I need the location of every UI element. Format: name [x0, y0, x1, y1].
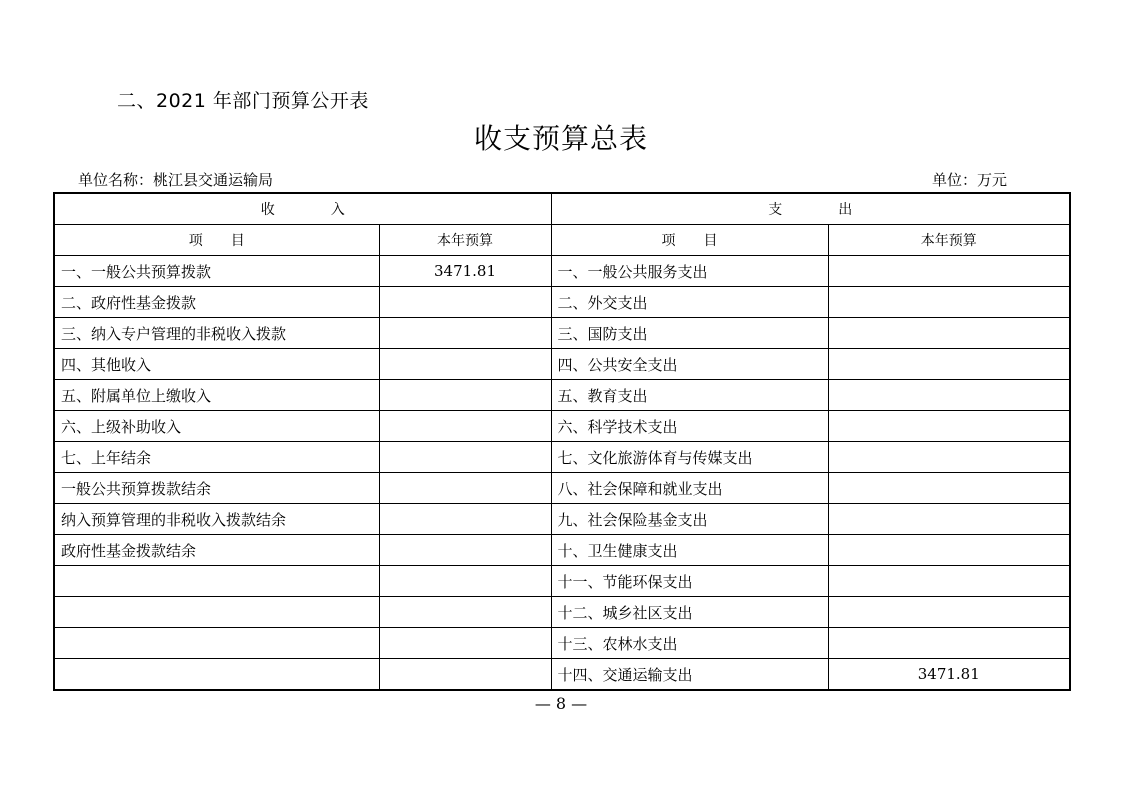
table-row: [54, 628, 1070, 659]
table-row: [54, 535, 1070, 566]
income-budget-cell: [379, 380, 551, 411]
expense-budget-cell: [828, 349, 1070, 380]
table-row: [54, 256, 1070, 287]
income-budget-cell: [379, 411, 551, 442]
table-row: [54, 597, 1070, 628]
income-budget-cell: [379, 535, 551, 566]
income-budget-cell: [379, 659, 551, 691]
table-row: [54, 566, 1070, 597]
expense-budget-cell: [828, 318, 1070, 349]
expense-budget-cell: 3471.81: [828, 659, 1070, 691]
expense-item-cell: 十二、城乡社区支出: [551, 597, 828, 628]
income-item-header: 项 目: [54, 225, 379, 256]
income-item-cell: 七、上年结余: [54, 442, 379, 473]
income-item-cell: [54, 566, 379, 597]
income-item-cell: 五、附属单位上缴收入: [54, 380, 379, 411]
income-item-cell: [54, 628, 379, 659]
expense-budget-cell: [828, 597, 1070, 628]
table-row: [54, 287, 1070, 318]
expense-budget-cell: [828, 535, 1070, 566]
table-column-header-row: [54, 225, 1070, 256]
income-budget-header: 本年预算: [379, 225, 551, 256]
unit-name: 单位名称：桃江县交通运输局: [78, 171, 274, 189]
expense-item-cell: 五、教育支出: [551, 380, 828, 411]
page-title: 收支预算总表: [473, 122, 648, 155]
table-row: [54, 411, 1070, 442]
income-budget-cell: [379, 349, 551, 380]
expense-item-cell: 二、外交支出: [551, 287, 828, 318]
expense-budget-cell: [828, 566, 1070, 597]
table-row: [54, 504, 1070, 535]
expense-item-cell: 七、文化旅游体育与传媒支出: [551, 442, 828, 473]
expense-item-cell: 十四、交通运输支出: [551, 659, 828, 691]
table-row: [54, 380, 1070, 411]
expense-budget-cell: [828, 380, 1070, 411]
expense-item-cell: 十、卫生健康支出: [551, 535, 828, 566]
income-item-cell: 一般公共预算拨款结余: [54, 473, 379, 504]
income-item-cell: [54, 597, 379, 628]
income-budget-cell: [379, 597, 551, 628]
table-row: [54, 473, 1070, 504]
income-budget-cell: [379, 566, 551, 597]
income-item-cell: 纳入预算管理的非税收入拨款结余: [54, 504, 379, 535]
income-item-cell: [54, 659, 379, 691]
expense-budget-cell: [828, 256, 1070, 287]
expense-budget-cell: [828, 411, 1070, 442]
table-row: [54, 318, 1070, 349]
income-item-cell: 六、上级补助收入: [54, 411, 379, 442]
table-row: [54, 659, 1070, 691]
expense-item-cell: 十三、农林水支出: [551, 628, 828, 659]
expense-budget-cell: [828, 628, 1070, 659]
table-row: [54, 349, 1070, 380]
unit-label: 单位：万元: [932, 171, 1008, 189]
expense-budget-cell: [828, 473, 1070, 504]
income-budget-cell: [379, 318, 551, 349]
income-item-cell: 四、其他收入: [54, 349, 379, 380]
expense-budget-cell: [828, 504, 1070, 535]
income-budget-cell: 3471.81: [379, 256, 551, 287]
income-group-header: 收 入: [54, 193, 551, 225]
table-group-header-row: [54, 193, 1070, 225]
expense-item-cell: 九、社会保险基金支出: [551, 504, 828, 535]
expense-item-cell: 六、科学技术支出: [551, 411, 828, 442]
income-budget-cell: [379, 442, 551, 473]
expense-group-header: 支 出: [551, 193, 1070, 225]
budget-summary-table: [53, 192, 1071, 691]
income-item-cell: 政府性基金拨款结余: [54, 535, 379, 566]
expense-item-cell: 一、一般公共服务支出: [551, 256, 828, 287]
page-number: — 8 —: [534, 694, 588, 713]
income-item-cell: 二、政府性基金拨款: [54, 287, 379, 318]
table-row: [54, 442, 1070, 473]
expense-item-cell: 三、国防支出: [551, 318, 828, 349]
income-budget-cell: [379, 628, 551, 659]
expense-item-cell: 十一、节能环保支出: [551, 566, 828, 597]
expense-budget-cell: [828, 442, 1070, 473]
expense-item-header: 项 目: [551, 225, 828, 256]
expense-budget-header: 本年预算: [828, 225, 1070, 256]
income-item-cell: 一、一般公共预算拨款: [54, 256, 379, 287]
section-heading: 二、2021 年部门预算公开表: [117, 90, 369, 112]
income-budget-cell: [379, 504, 551, 535]
income-budget-cell: [379, 473, 551, 504]
income-budget-cell: [379, 287, 551, 318]
expense-budget-cell: [828, 287, 1070, 318]
income-item-cell: 三、纳入专户管理的非税收入拨款: [54, 318, 379, 349]
expense-item-cell: 四、公共安全支出: [551, 349, 828, 380]
expense-item-cell: 八、社会保障和就业支出: [551, 473, 828, 504]
